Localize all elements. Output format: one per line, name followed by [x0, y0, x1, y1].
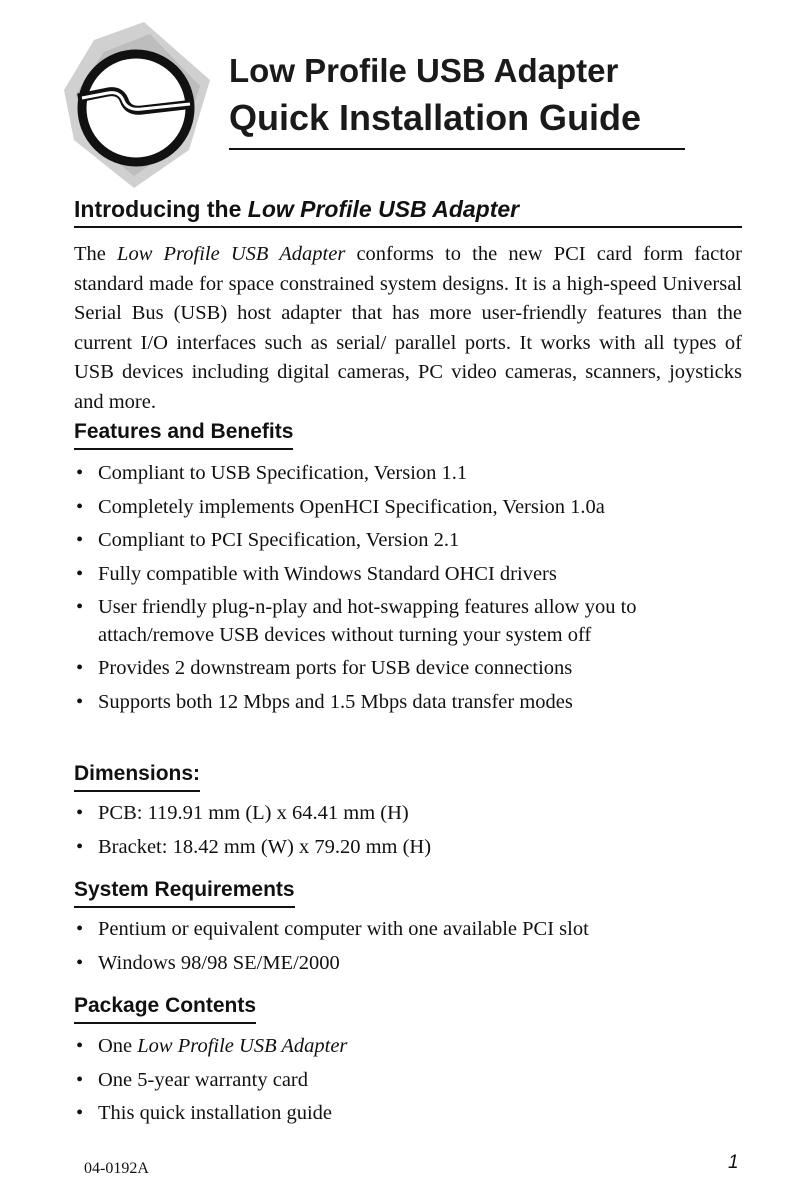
dimensions-heading: Dimensions: [74, 760, 200, 792]
title-line-2: Quick Installation Guide [229, 97, 642, 138]
list-item: • Supports both 12 Mbps and 1.5 Mbps data transfer modes [74, 689, 718, 717]
list-item: • User friendly plug-n-play and hot-swapping features allow you to attach/remove USB devices without turning your system off [74, 594, 698, 649]
list-item: • Compliant to USB Specification, Version 1.1 [74, 460, 718, 488]
sd-logo-icon [64, 20, 210, 190]
package-item-product: Low Profile USB Adapter [137, 1035, 348, 1057]
intro-heading [74, 194, 742, 228]
list-item: • PCB: 119.91 mm (L) x 64.41 mm (H) [74, 800, 718, 828]
list-item: • Fully compatible with Windows Standard OHCI drivers [74, 561, 718, 589]
requirements-heading: System Requirements [74, 876, 295, 908]
package-heading: Package Contents [74, 992, 256, 1024]
list-item: • Bracket: 18.42 mm (W) x 79.20 mm (H) [74, 834, 718, 862]
list-item: • Provides 2 downstream ports for USB device connections [74, 655, 718, 683]
intro-heading-prefix: Introducing the [74, 196, 248, 222]
package-item-prefix: One [98, 1035, 138, 1057]
list-item: • This quick installation guide [74, 1100, 718, 1128]
features-heading: Features and Benefits [74, 418, 293, 450]
dimensions-list [74, 800, 742, 867]
requirements-list [74, 916, 742, 983]
page-number: 1 [728, 1152, 739, 1173]
document-number: 04-0192A [84, 1160, 149, 1177]
intro-para-product: Low Profile USB Adapter [117, 243, 346, 265]
list-item: • Pentium or equivalent computer with one available PCI slot [74, 916, 718, 944]
intro-para-body: conforms to the new PCI card form factor standard made for space constrained system designs. It is a high-speed Universal Serial Bus (USB) host adapter that has more user-friendly features than the current I/O interfaces such as serial/ parallel ports. It works with all types of USB devices including digital cameras, PC video cameras, scanners, joysticks and more. [74, 243, 743, 413]
title-line-1: Low Profile USB Adapter [229, 52, 619, 89]
list-item [74, 1033, 718, 1061]
list-item: • Windows 98/98 SE/ME/2000 [74, 950, 718, 978]
document-title [229, 48, 685, 150]
features-list [74, 460, 742, 722]
package-list [74, 1033, 742, 1134]
intro-paragraph [74, 240, 742, 418]
list-item: • Completely implements OpenHCI Specification, Version 1.0a [74, 494, 718, 522]
list-item: • Compliant to PCI Specification, Version 2.1 [74, 527, 718, 555]
intro-para-prefix: The [74, 243, 118, 265]
intro-heading-product: Low Profile USB Adapter [247, 196, 520, 222]
list-item: • One 5-year warranty card [74, 1067, 718, 1095]
